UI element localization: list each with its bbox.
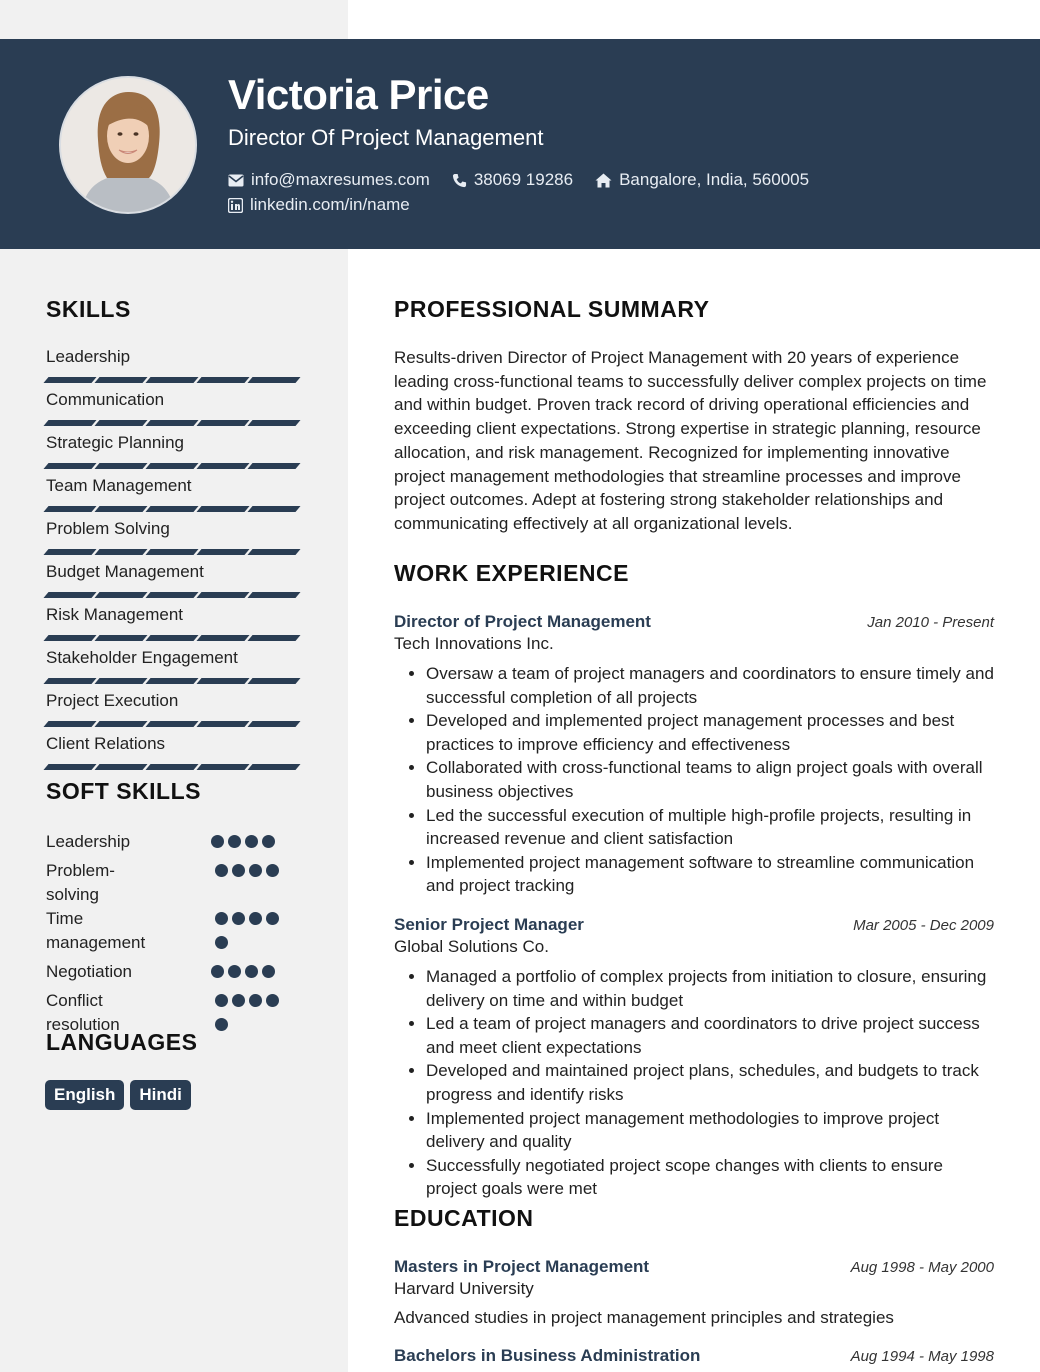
education-entry	[394, 1257, 994, 1328]
skill-name: Budget Management	[46, 562, 204, 581]
skill-item	[46, 603, 306, 646]
skill-level-segment	[247, 377, 300, 383]
job-bullet: • Led a team of project managers and coordinators to drive project success and meet client expectations	[426, 1012, 994, 1059]
job-bullet: • Developed and maintained project plans, schedules, and budgets to track progress and identify risks	[426, 1059, 994, 1106]
rating-dot	[249, 912, 262, 925]
skill-level-segment	[94, 635, 147, 641]
avatar	[59, 76, 197, 214]
rating-dot	[262, 965, 275, 978]
rating-dot	[232, 864, 245, 877]
rating-dot	[266, 994, 279, 1007]
skill-level-segment	[196, 592, 249, 598]
education-dates: Aug 1998 - May 2000	[850, 1259, 994, 1276]
summary-text: Results-driven Director of Project Management with 20 years of experience leading cross-functional teams to successfully deliver complex projects on time and within budget. Proven track record of driving operational efficiencies and exceeding client expectations. Strong expertise in strategic planning, resource allocation, and risk management. Recognized for implementing innovative project management methodologies that streamline processes and improve project outcomes. Adept at fostering strong stakeholder relationships and communicating effectively at all organizational levels.	[394, 348, 987, 533]
soft-skill-item	[46, 830, 306, 859]
skill-level-segment	[145, 377, 198, 383]
skill-level-segment	[247, 420, 300, 426]
phone-icon	[452, 173, 467, 188]
skill-level-segment	[145, 420, 198, 426]
skill-level-segment	[94, 463, 147, 469]
skill-level-segment	[43, 463, 96, 469]
location-text: Bangalore, India, 560005	[619, 170, 810, 189]
skill-name: Problem Solving	[46, 519, 170, 538]
skill-name: Client Relations	[46, 734, 166, 753]
soft-skill-rating	[215, 907, 285, 960]
rating-dot	[249, 864, 262, 877]
skills-heading: SKILLS	[46, 296, 131, 322]
skill-name: Strategic Planning	[46, 433, 184, 452]
email-item[interactable]	[228, 170, 430, 190]
job-bullet: • Led the successful execution of multiple high-profile projects, resulting in increased revenue and client satisfaction	[426, 804, 994, 851]
job-bullet: • Successfully negotiated project scope changes with clients to ensure project goals were met	[426, 1154, 994, 1201]
skill-level-segment	[196, 721, 249, 727]
rating-dot	[232, 912, 245, 925]
rating-dot	[211, 835, 224, 848]
skill-level-segment	[247, 721, 300, 727]
home-icon	[595, 173, 612, 188]
skill-item	[46, 646, 306, 689]
skill-level-segment	[94, 764, 147, 770]
skill-level-bar	[46, 506, 306, 512]
rating-dot	[215, 936, 228, 949]
skill-level-segment	[94, 549, 147, 555]
linkedin-item[interactable]	[228, 195, 410, 215]
skill-level-segment	[196, 635, 249, 641]
rating-dot	[245, 965, 258, 978]
rating-dot	[228, 965, 241, 978]
education-description: Advanced studies in project management principles and strategies	[394, 1308, 894, 1327]
degree-title: Masters in Project Management	[394, 1257, 650, 1276]
soft-skill-rating	[211, 960, 281, 989]
candidate-title: Director Of Project Management	[228, 125, 544, 150]
skill-level-segment	[247, 764, 300, 770]
skill-level-segment	[247, 463, 300, 469]
skill-name: Risk Management	[46, 605, 184, 624]
soft-skills-heading: SOFT SKILLS	[46, 778, 201, 804]
job-entry	[394, 612, 994, 898]
skill-level-segment	[196, 420, 249, 426]
soft-skill-rating	[215, 859, 285, 907]
skill-level-segment	[43, 635, 96, 641]
skill-level-bar	[46, 764, 306, 770]
rating-dot	[211, 965, 224, 978]
skill-level-bar	[46, 549, 306, 555]
soft-skills-list	[46, 830, 306, 1042]
skill-item	[46, 345, 306, 388]
summary-heading: PROFESSIONAL SUMMARY	[394, 296, 710, 322]
skill-level-segment	[43, 592, 96, 598]
soft-skill-rating	[211, 830, 281, 859]
contact-info	[228, 168, 831, 218]
job-bullet: • Developed and implemented project management processes and best practices to improve efficiency and effectiveness	[426, 709, 994, 756]
resume-header	[0, 39, 1040, 249]
job-company: Global Solutions Co.	[394, 937, 549, 956]
education-dates: Aug 1994 - May 1998	[850, 1348, 994, 1365]
soft-skill-rating	[215, 989, 285, 1042]
languages-heading: LANGUAGES	[46, 1029, 198, 1055]
rating-dot	[215, 1018, 228, 1031]
skill-name: Stakeholder Engagement	[46, 648, 238, 667]
job-bullet: • Managed a portfolio of complex projects from initiation to closure, ensuring delivery on time and within budget	[426, 965, 994, 1012]
skill-level-segment	[43, 721, 96, 727]
school-name: Harvard University	[394, 1279, 534, 1298]
skill-name: Communication	[46, 390, 165, 409]
skill-item	[46, 388, 306, 431]
rating-dot	[215, 864, 228, 877]
skill-level-segment	[145, 506, 198, 512]
skill-level-segment	[247, 678, 300, 684]
skill-level-bar	[46, 463, 306, 469]
skill-level-segment	[145, 721, 198, 727]
location-item	[595, 170, 809, 190]
soft-skill-name: Conflict resolution	[46, 991, 120, 1034]
language-badge: English	[45, 1080, 124, 1110]
job-bullet: • Oversaw a team of project managers and coordinators to ensure timely and successful completion of all projects	[426, 662, 994, 709]
skill-level-bar	[46, 635, 306, 641]
job-dates: Mar 2005 - Dec 2009	[853, 917, 994, 934]
soft-skill-item	[46, 907, 306, 960]
rating-dot	[232, 994, 245, 1007]
experience-heading: WORK EXPERIENCE	[394, 560, 629, 586]
rating-dot	[266, 912, 279, 925]
degree-title: Bachelors in Business Administration	[394, 1346, 701, 1365]
soft-skill-name: Leadership	[46, 832, 131, 851]
skill-level-segment	[145, 764, 198, 770]
skill-level-segment	[94, 377, 147, 383]
job-title: Director of Project Management	[394, 612, 651, 631]
skill-item	[46, 517, 306, 560]
envelope-icon	[228, 174, 244, 187]
skill-level-segment	[43, 506, 96, 512]
job-title: Senior Project Manager	[394, 915, 584, 934]
skill-item	[46, 474, 306, 517]
job-entry	[394, 915, 994, 1201]
skill-level-segment	[43, 678, 96, 684]
skill-item	[46, 560, 306, 603]
skill-level-segment	[94, 721, 147, 727]
skill-level-bar	[46, 420, 306, 426]
email-text: info@maxresumes.com	[251, 170, 430, 189]
skill-level-segment	[145, 592, 198, 598]
skill-item	[46, 431, 306, 474]
soft-skill-item	[46, 960, 306, 989]
job-bullet: • Implemented project management software to streamline communication and project tracking	[426, 851, 994, 898]
skill-name: Project Execution	[46, 691, 179, 710]
rating-dot	[215, 912, 228, 925]
rating-dot	[262, 835, 275, 848]
skill-level-segment	[94, 592, 147, 598]
job-bullet: • Implemented project management methodologies to improve project delivery and quality	[426, 1107, 994, 1154]
skill-item	[46, 689, 306, 732]
skill-name: Leadership	[46, 347, 131, 366]
candidate-name: Victoria Price	[228, 71, 489, 118]
skill-level-segment	[196, 764, 249, 770]
job-bullets	[394, 662, 994, 898]
education-heading: EDUCATION	[394, 1205, 534, 1231]
skill-level-segment	[196, 506, 249, 512]
education-entry	[394, 1346, 994, 1366]
skill-level-segment	[145, 463, 198, 469]
job-bullet: • Collaborated with cross-functional teams to align project goals with overall business objectives	[426, 756, 994, 803]
linkedin-icon	[228, 198, 243, 213]
rating-dot	[215, 994, 228, 1007]
languages-list	[45, 1080, 197, 1110]
skill-level-segment	[145, 635, 198, 641]
skill-level-segment	[196, 678, 249, 684]
skill-level-segment	[43, 377, 96, 383]
rating-dot	[249, 994, 262, 1007]
skill-level-segment	[196, 463, 249, 469]
skill-level-bar	[46, 592, 306, 598]
skill-level-segment	[145, 678, 198, 684]
skill-item	[46, 732, 306, 775]
skill-level-segment	[94, 506, 147, 512]
skill-level-segment	[94, 678, 147, 684]
soft-skill-item	[46, 859, 306, 907]
job-bullets	[394, 965, 994, 1201]
rating-dot	[266, 864, 279, 877]
rating-dot	[245, 835, 258, 848]
phone-text: 38069 19286	[473, 170, 574, 189]
skill-level-segment	[196, 377, 249, 383]
skill-level-bar	[46, 721, 306, 727]
skill-level-segment	[145, 549, 198, 555]
skill-level-segment	[247, 506, 300, 512]
skill-level-segment	[247, 635, 300, 641]
rating-dot	[228, 835, 241, 848]
skill-level-bar	[46, 678, 306, 684]
skill-level-segment	[94, 420, 147, 426]
skill-level-segment	[247, 592, 300, 598]
skills-list	[46, 345, 306, 775]
skill-level-segment	[247, 549, 300, 555]
soft-skill-name: Time management	[46, 909, 146, 952]
job-company: Tech Innovations Inc.	[394, 634, 554, 653]
skill-level-segment	[43, 764, 96, 770]
linkedin-text: linkedin.com/in/name	[250, 195, 410, 214]
skill-level-segment	[43, 549, 96, 555]
skill-level-segment	[196, 549, 249, 555]
phone-item[interactable]	[452, 170, 573, 190]
language-badge: Hindi	[130, 1080, 191, 1110]
skill-name: Team Management	[46, 476, 192, 495]
skill-level-bar	[46, 377, 306, 383]
skill-level-segment	[43, 420, 96, 426]
job-dates: Jan 2010 - Present	[867, 614, 994, 631]
soft-skill-name: Problem-solving	[46, 861, 115, 904]
soft-skill-name: Negotiation	[46, 962, 133, 981]
